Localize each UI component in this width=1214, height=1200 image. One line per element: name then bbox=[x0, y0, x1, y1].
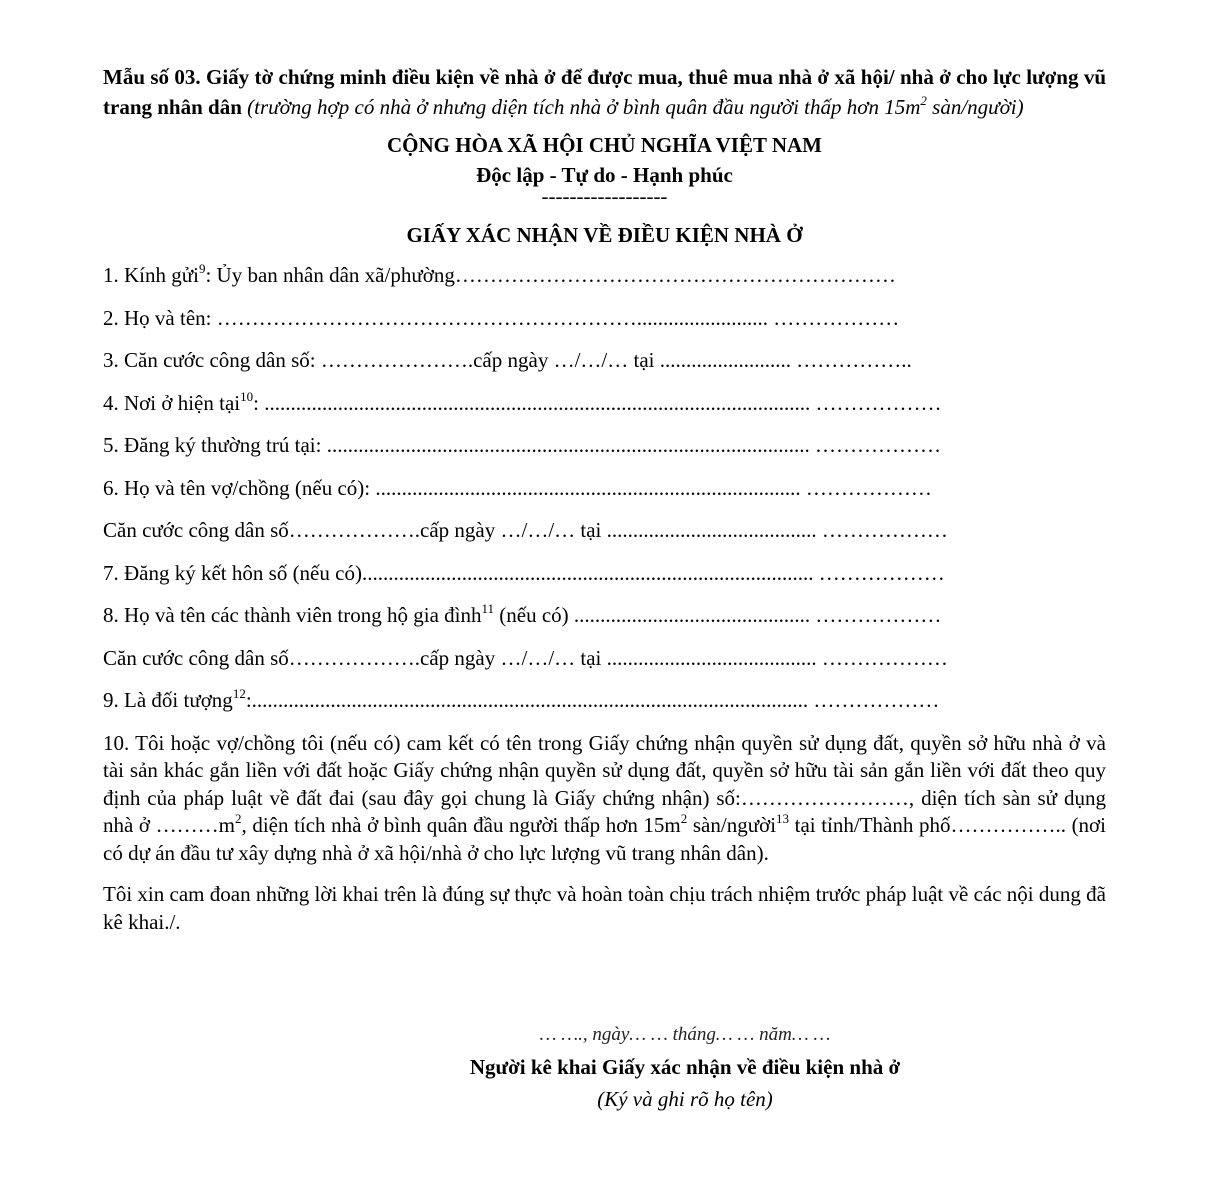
date-line: … …., ngày… … tháng… … năm… … bbox=[539, 1024, 831, 1045]
field-recipient bbox=[103, 254, 1106, 297]
superscript: 2 bbox=[680, 811, 688, 826]
footnote-ref: 12 bbox=[232, 686, 246, 701]
motto: Độc lập - Tự do - Hạnh phúc bbox=[476, 163, 733, 187]
paragraph-text: tại tỉnh/Thành phố…………….. (nơi có dự án đầu tư xây dựng nhà ở xã hội/nhà ở cho lực lượng vũ trang nhân dân). bbox=[103, 813, 1107, 865]
field-text: (nếu có) ............................................. ……………… bbox=[494, 603, 942, 627]
paragraph-text: sàn/người bbox=[687, 813, 777, 837]
field-text: :.......................................................................................................... ……………… bbox=[245, 688, 940, 712]
field-household-members bbox=[103, 594, 1106, 637]
form-number-title: Mẫu số 03. Giấy tờ chứng minh điều kiện về nhà ở để được mua, thuê mua nhà ở xã hội/ nhà ở cho lực lượng vũ trang nhân dân bbox=[103, 65, 1106, 119]
superscript: 2 bbox=[920, 93, 927, 108]
field-text: 9. Là đối tượng bbox=[103, 688, 233, 712]
national-motto bbox=[103, 130, 1106, 190]
commitment-paragraph-10 bbox=[103, 730, 1106, 868]
paragraph-text: 10. Tôi hoặc vợ/chồng tôi (nếu có) cam kết có tên trong Giấy chứng nhận quyền sử dụng đất, quyền sở hữu nhà ở và tài sản khác gắn liền với đất hoặc Giấy chứng nhận quyền sử dụng đất, quyền sở hữu tài sản gắn liền với đất theo quy định của pháp luật về đất đai (sau đây gọi chung là Giấy chứng nhận) số:……………………, diện tích sàn sử dụng nhà ở ………m bbox=[103, 730, 1106, 837]
form-header bbox=[103, 62, 1106, 122]
signer-title: Người kê khai Giấy xác nhận về điều kiện nhà ở bbox=[469, 1055, 901, 1079]
document-page bbox=[103, 62, 1106, 936]
country-name: CỘNG HÒA XÃ HỘI CHỦ NGHĨA VIỆT NAM bbox=[386, 133, 823, 157]
footnote-ref: 11 bbox=[481, 601, 495, 616]
field-beneficiary-type bbox=[103, 679, 1106, 722]
field-marriage-registration: 7. Đăng ký kết hôn số (nếu có)...................................................................................... ……………… bbox=[103, 560, 945, 585]
field-full-name: 2. Họ và tên: ……………………………………………………......................... ……………… bbox=[103, 305, 900, 330]
footnote-ref: 10 bbox=[240, 388, 254, 404]
superscript: 2 bbox=[234, 811, 242, 826]
field-current-residence bbox=[103, 382, 1106, 425]
form-scope-note bbox=[247, 95, 1024, 119]
field-text: : Ủy ban nhân dân xã/phường……………………………………………………… bbox=[205, 263, 896, 287]
field-permanent-residence: 5. Đăng ký thường trú tại: ............................................................................................ ……………… bbox=[103, 433, 941, 457]
field-spouse-name: 6. Họ và tên vợ/chồng (nếu có): ................................................................................. ……………… bbox=[103, 475, 932, 500]
field-citizen-id: 3. Căn cước công dân số: ………………….cấp ngày …/…/… tại ......................... …………….. bbox=[103, 348, 912, 372]
declaration-paragraph: Tôi xin cam đoan những lời khai trên là đúng sự thực và hoàn toàn chịu trách nhiệm trước pháp luật về các nội dung đã kê khai./. bbox=[103, 882, 1106, 934]
footnote-ref: 9 bbox=[198, 261, 206, 276]
motto-divider: ------------------ bbox=[541, 184, 668, 208]
field-text: 4. Nơi ở hiện tại bbox=[103, 390, 241, 415]
paragraph-text: , diện tích nhà ở bình quân đầu người thấp hơn 15m bbox=[241, 813, 681, 837]
field-member-citizen-id: Căn cước công dân số……………….cấp ngày …/…/… tại ........................................ ……………… bbox=[103, 645, 948, 670]
form-fields bbox=[103, 254, 1106, 722]
signature-block bbox=[415, 1020, 955, 1114]
form-scope-note-text: (trường hợp có nhà ở nhưng diện tích nhà ở bình quân đầu người thấp hơn 15m bbox=[247, 95, 921, 119]
field-spouse-citizen-id: Căn cước công dân số……………….cấp ngày …/…/… tại ........................................ ……………… bbox=[103, 518, 948, 542]
field-text: : ........................................................................................................ ……………… bbox=[253, 390, 942, 415]
field-text: 1. Kính gửi bbox=[103, 263, 199, 287]
field-text: 8. Họ và tên các thành viên trong hộ gia đình bbox=[103, 603, 482, 627]
form-scope-note-end: sàn/người) bbox=[926, 95, 1024, 119]
footnote-ref: 13 bbox=[776, 811, 790, 826]
signature-note: (Ký và ghi rõ họ tên) bbox=[597, 1087, 773, 1111]
document-title: GIẤY XÁC NHẬN VỀ ĐIỀU KIỆN NHÀ Ở bbox=[406, 223, 803, 247]
